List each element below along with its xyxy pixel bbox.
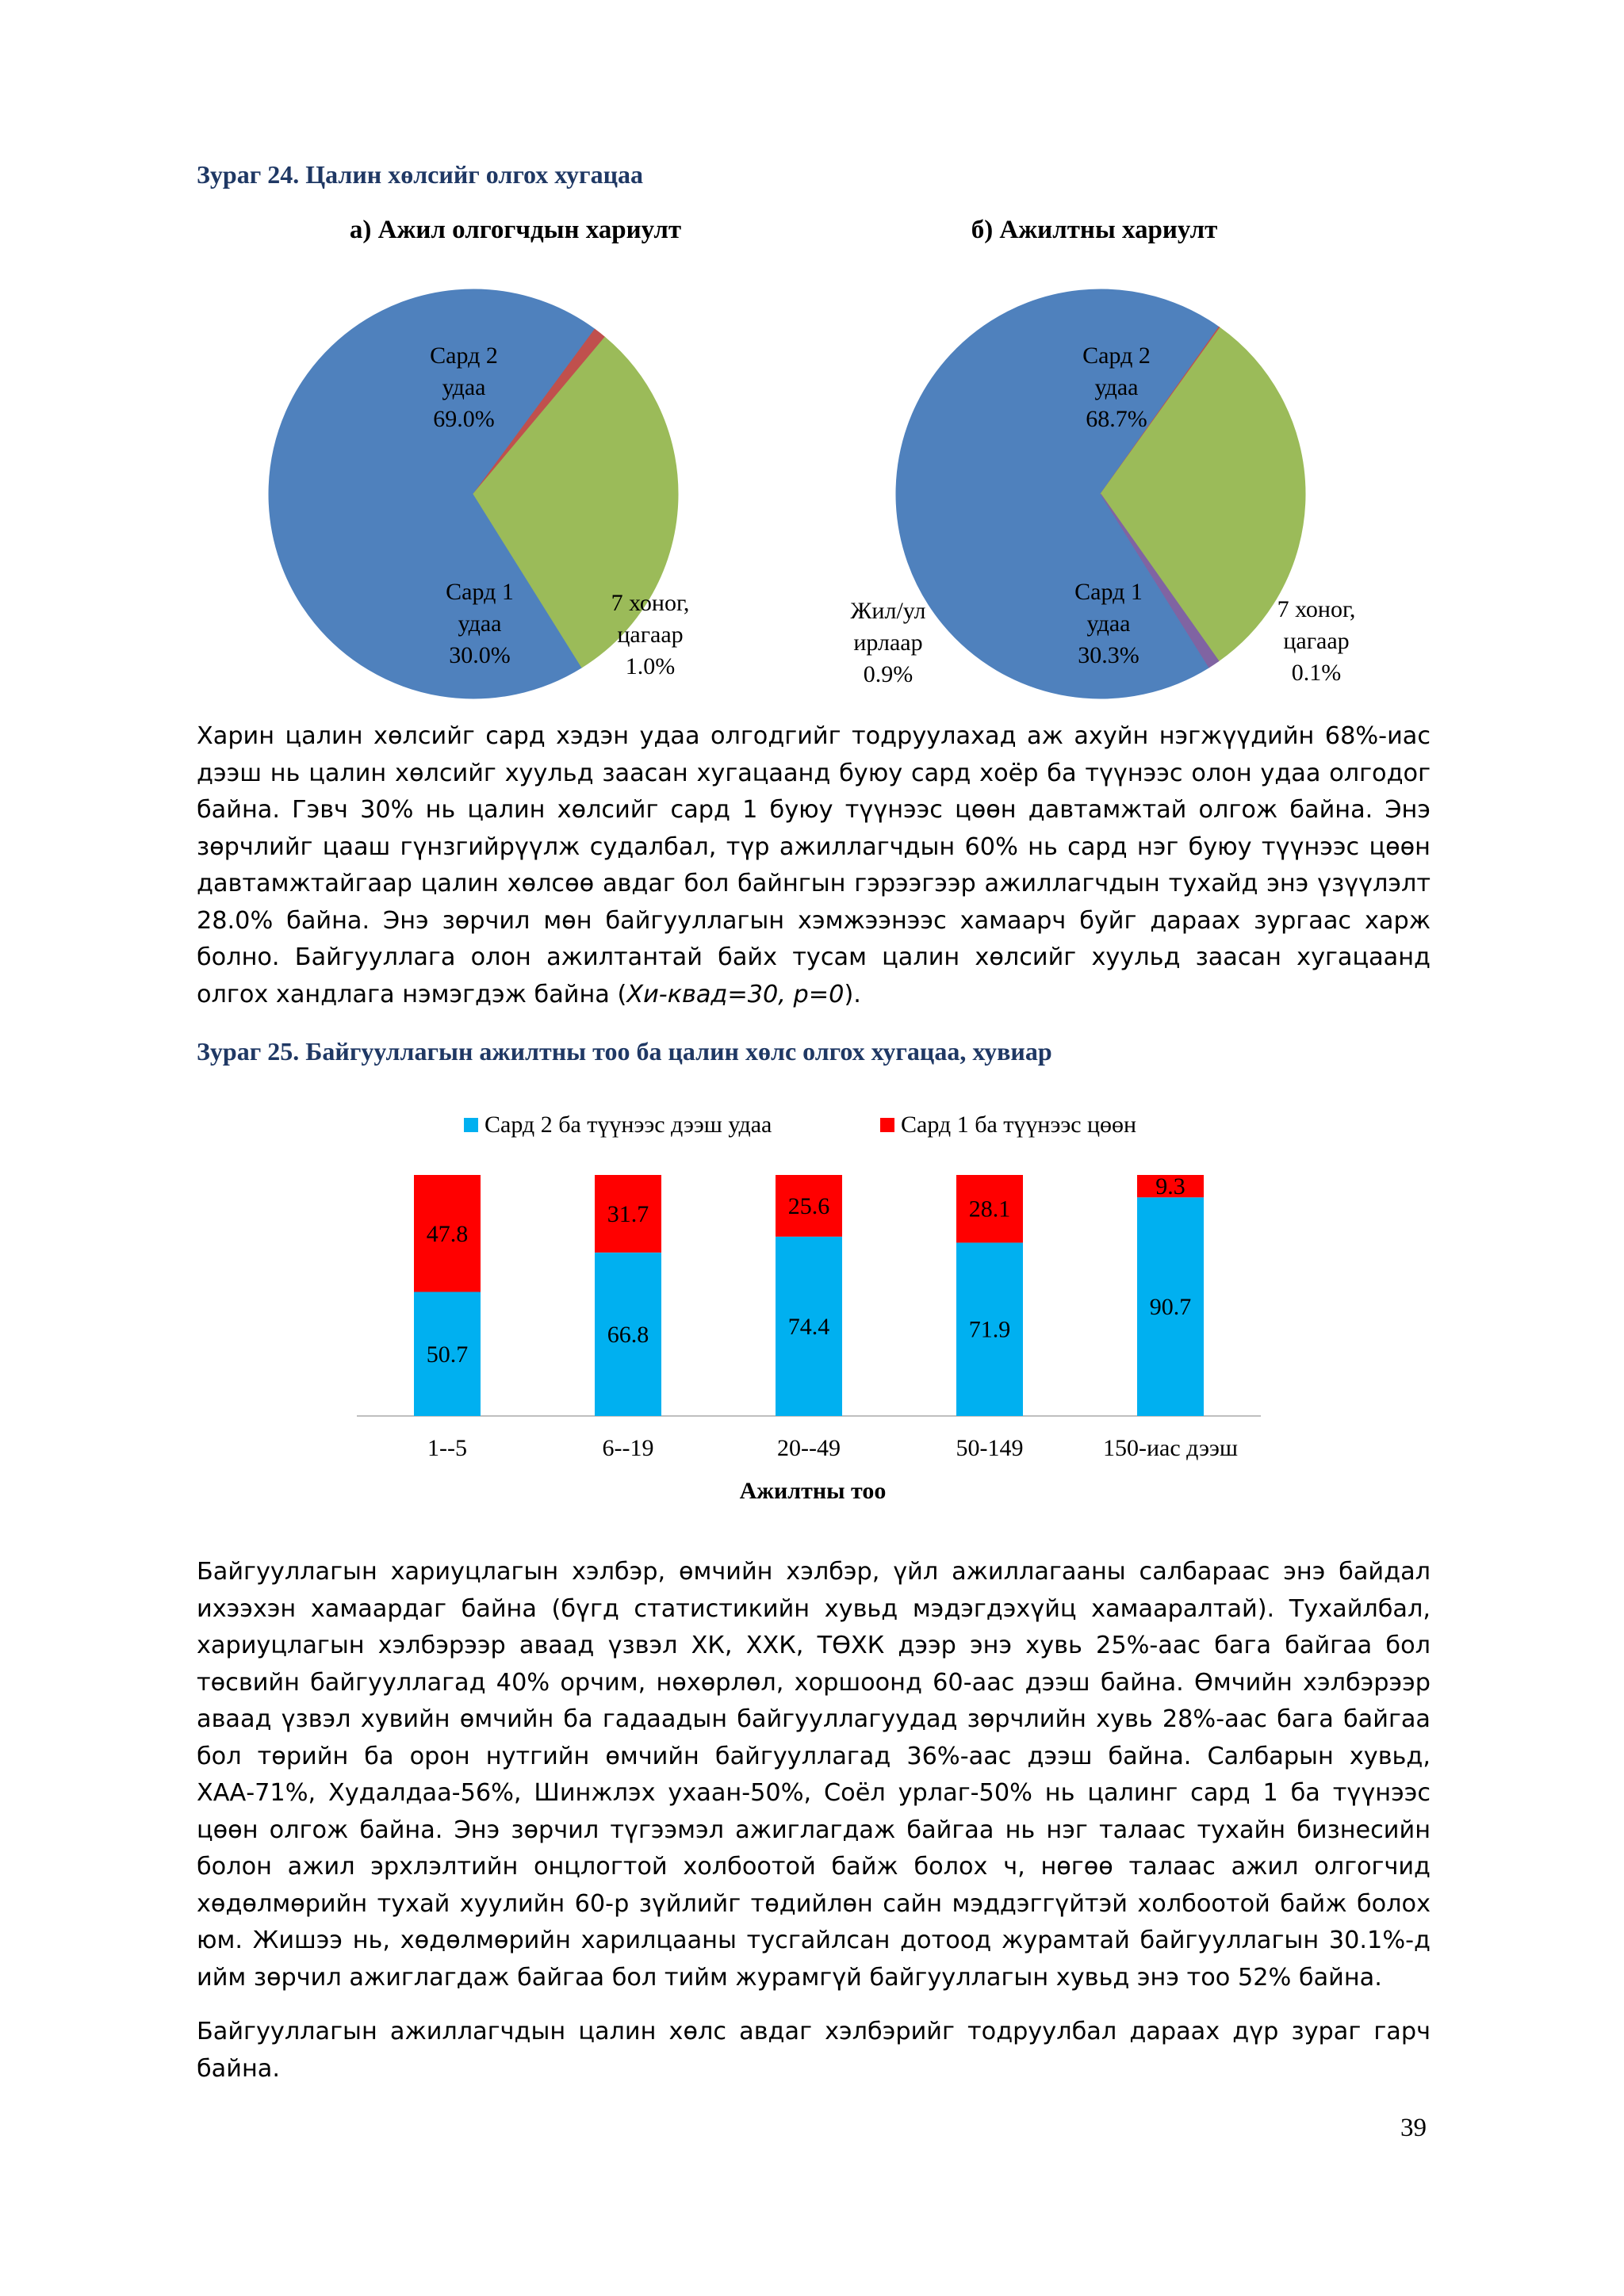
paragraph-3-text: Байгууллагын ажиллагчдын цалин хөлс авдаг хэлбэрийг тодруулбал дараах дүр зураг гарч байна. bbox=[197, 2018, 1431, 2083]
bar-value-label: 9.3 bbox=[1155, 1173, 1185, 1200]
legend-swatch bbox=[880, 1118, 894, 1132]
pie-b-title: б) Ажилтны хариулт bbox=[971, 216, 1218, 244]
bar-value-label: 31.7 bbox=[607, 1200, 649, 1227]
pie-chart-a bbox=[269, 289, 689, 698]
bar-value-label: 66.8 bbox=[607, 1321, 649, 1348]
category-tick-label: 6--19 bbox=[602, 1435, 654, 1461]
pie-slice-label: Сард 1 удаа 30.0% bbox=[446, 579, 514, 668]
category-tick-label: 150-иас дээш bbox=[1102, 1435, 1239, 1461]
paragraph-1-text: Харин цалин хөлсийг сард хэдэн удаа олгодгийг тодруулахад аж ахуйн нэгжүүдийн 68%-иас дээш нь цалин хөлсийг хуульд заасан хугацаанд буюу сард хоёр ба түүнээс олон удаа олгодог байна. Гэвч 30% нь цалин хөлсийг сард 1 буюу түүнээс цөөн давтамжтай олгож байна. Энэ зөрчлийг цааш гүнзгийрүүлж судалбал, түр ажиллагчдын 60% нь сард нэг буюу түүнээс цөөн давтамжтайгаар цалин хөлсөө авдаг бол байнгын гэрээгээр ажиллагчдын тухайд энэ үзүүлэлт 28.0% байна. Энэ зөрчил мөн байгууллагын хэмжээнээс хамаарч буйг дараах зургаас харж болно. Байгууллага олон ажилтантай байх тусам цалин хөлсийг хуульд заасан хугацаанд олгох хандлага нэмэгдэж байна ( bbox=[197, 722, 1431, 1008]
bar-value-label: 28.1 bbox=[968, 1196, 1011, 1223]
paragraph-2-text: Байгууллагын хариуцлагын хэлбэр, өмчийн хэлбэр, үйл ажиллагааны салбараас энэ байдал ихээхэн хамаардаг байна (бүгд статистикийн хувьд мэдэгдэхүйц хамааралтай). Тухайлбал, хариуцлагын хэлбэрээр аваад үзвэл ХК, ХХК, ТӨХК дээр энэ хувь 25%-аас бага байгаа бол төсвийн байгууллагад 40% орчим, нөхөрлөл, хоршоонд 60-аас дээш байна. Өмчийн хэлбэрээр аваад үзвэл хувийн өмчийн ба гадаадын байгууллагуудад зөрчлийн хувь 28%-аас бага байгаа бол төрийн ба орон нутгийн өмчийн байгууллагад 36%-аас дээш байна. Салбарын хувьд, ХАА-71%, Худалдаа-56%, Шинжлэх ухаан-50%, Соёл урлаг-50% нь цалинг сард 1 ба түүнээс цөөн олгож байна. Энэ зөрчил түгээмэл ажиглагдаж байгаа нь нэг талаас тухайн бизнесийн болон ажил эрхлэлтийн онцлогтой холбоотой байж болох ч, нөгөө талаас ажил олгогчид хөдөлмөрийн тухай хуулийн 60-р зүйлийг төдийлөн сайн мэддэггүйтэй холбоотой байж болох юм. Жишээ нь, хөдөлмөрийн харилцааны тусгайлсан дотоод журамтай байгууллагын 30.1%-д ийм зөрчил ажиглагдаж байгаа бол тийм журамгүй байгууллагын хувьд энэ тоо 52% байна. bbox=[197, 1558, 1431, 1992]
stacked-bar-chart bbox=[0, 1094, 1624, 1506]
category-tick-label: 50-149 bbox=[956, 1435, 1024, 1461]
paragraph-1-italic: Хи-квад=30, p=0 bbox=[626, 980, 845, 1008]
pie-slice-label: 7 хоног, цагаар 1.0% bbox=[611, 590, 690, 679]
pie-slice-label: Жил/ул ирлаар 0.9% bbox=[850, 598, 926, 687]
pie-a-title: а) Ажил олгогчдын хариулт bbox=[349, 216, 682, 244]
legend-label: Сард 1 ба түүнээс цөөн bbox=[901, 1112, 1137, 1138]
bar-value-label: 47.8 bbox=[426, 1220, 469, 1247]
bar-value-label: 25.6 bbox=[787, 1192, 830, 1219]
category-tick-label: 1--5 bbox=[427, 1435, 467, 1461]
legend-swatch bbox=[464, 1118, 478, 1132]
page-number: 39 bbox=[1400, 2114, 1427, 2142]
paragraph-2 bbox=[197, 1554, 1431, 1996]
bar-value-label: 74.4 bbox=[787, 1313, 830, 1340]
paragraph-3 bbox=[197, 2014, 1431, 2087]
paragraph-1 bbox=[197, 718, 1431, 1013]
figure-24-caption: Зураг 24. Цалин хөлсийг олгох хугацаа bbox=[197, 160, 643, 189]
bar-value-label: 71.9 bbox=[968, 1316, 1011, 1343]
x-axis-title: Ажилтны тоо bbox=[739, 1478, 887, 1504]
pie-chart-b bbox=[851, 289, 1356, 698]
pie-slice-label: Сард 2 удаа 68.7% bbox=[1082, 342, 1151, 432]
bar-value-label: 90.7 bbox=[1149, 1294, 1192, 1321]
legend-label: Сард 2 ба түүнээс дээш удаа bbox=[485, 1112, 772, 1138]
pie-slice-label: Сард 1 удаа 30.3% bbox=[1074, 579, 1143, 668]
bar-value-label: 50.7 bbox=[426, 1341, 469, 1368]
pie-slice-label: Сард 2 удаа 69.0% bbox=[430, 342, 498, 432]
figure-25-caption: Зураг 25. Байгууллагын ажилтны тоо ба цалин хөлс олгох хугацаа, хувиар bbox=[197, 1037, 1052, 1066]
paragraph-1-end: ). bbox=[844, 980, 861, 1008]
pie-slice-label: 7 хоног, цагаар 0.1% bbox=[1277, 596, 1356, 686]
category-tick-label: 20--49 bbox=[777, 1435, 841, 1461]
